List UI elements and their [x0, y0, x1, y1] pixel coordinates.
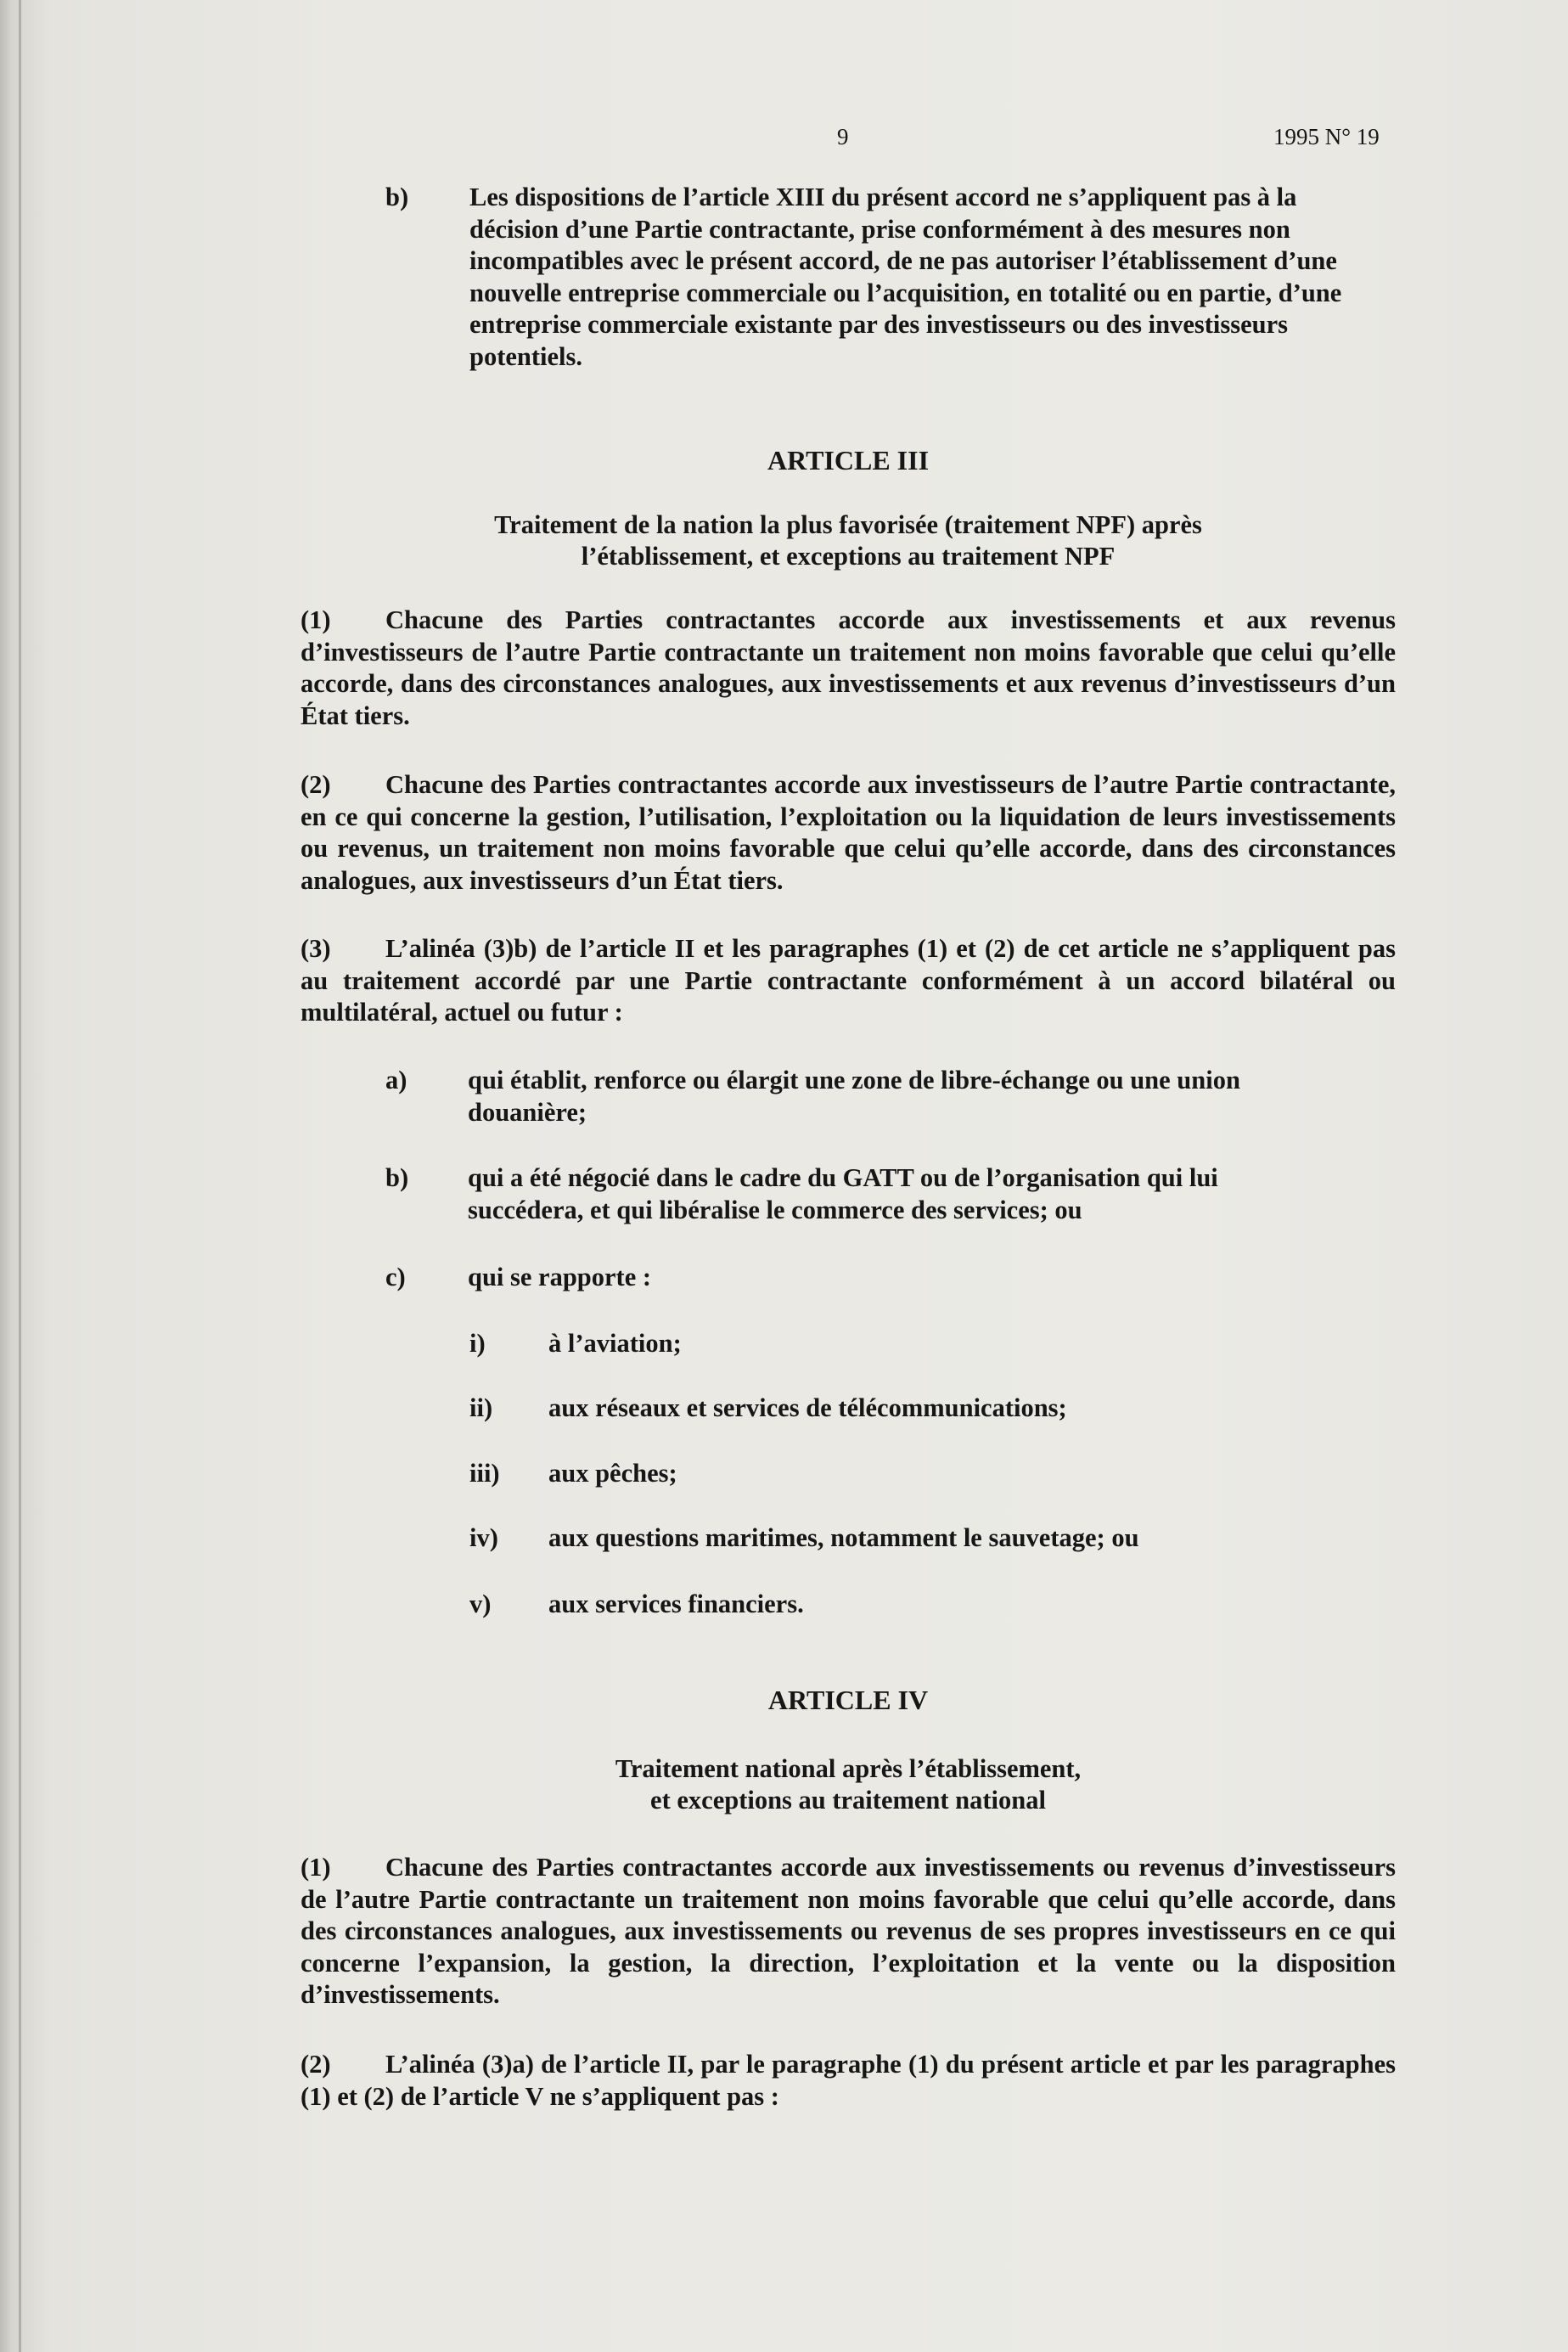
- subitem-iv-text: aux questions maritimes, notamment le sauvetage; ou: [548, 1523, 1139, 1552]
- article-3-subtitle-line1: Traitement de la nation la plus favorisée (traitement NPF) après: [494, 510, 1202, 539]
- item-c-label: c): [385, 1263, 406, 1291]
- article-4-paragraph-1: [301, 1852, 1396, 2012]
- subitem-i-label: i): [469, 1329, 486, 1358]
- document-reference: 1995 N° 19: [1273, 124, 1380, 149]
- paragraph-text: L’alinéa (3)b) de l’article II et les paragraphes (1) et (2) de cet article ne s’appliquent pas au traitement accordé par une Partie contractante conformément à un accord bilatéral ou multilatéral, actuel ou futur :: [301, 934, 1396, 1027]
- article-4-paragraph-2: [301, 2049, 1396, 2113]
- item-c-text: qui se rapporte :: [468, 1263, 652, 1291]
- article-4-heading: ARTICLE IV: [767, 1685, 929, 1715]
- subitem-iii-text: aux pêches;: [548, 1459, 677, 1488]
- article-3-subtitle-line2: l’établissement, et exceptions au traitement NPF: [581, 542, 1116, 571]
- paragraph-number: (3): [301, 934, 331, 963]
- article-4-subtitle-line1: Traitement national après l’établissement,: [615, 1754, 1082, 1783]
- item-b-text: qui a été négocié dans le cadre du GATT ou de l’organisation qui lui succédera, et qui libéralise le commerce des services; ou: [468, 1163, 1218, 1224]
- paragraph-number: (1): [301, 1853, 331, 1882]
- article-3-paragraph-3: [301, 933, 1396, 1029]
- subitem-ii-label: ii): [469, 1393, 493, 1422]
- binding-edge: [19, 0, 21, 2352]
- para-b-text: Les dispositions de l’article XIII du présent accord ne s’appliquent pas à la décision d’une Partie contractante, prise conformément à des mesures non incompatibles avec le présent accord, de ne pas autoriser l’établissement d’une nouvelle entreprise commerciale ou l’acquisition, en totalité ou en partie, d’une entreprise commerciale existante par des investisseurs ou des investisseurs potentiels.: [469, 183, 1342, 371]
- subitem-v-label: v): [469, 1590, 492, 1618]
- para-b-label: b): [385, 183, 409, 211]
- subitem-iv-label: iv): [469, 1523, 498, 1552]
- paragraph-text: Chacune des Parties contractantes accorde aux investissements et aux revenus d’investisseurs de l’autre Partie contractante un traitement non moins favorable que celui qu’elle accorde, dans des circonstances analogues, aux investissements et aux revenus d’investisseurs d’un État tiers.: [301, 605, 1396, 730]
- article-4-subtitle-line2: et exceptions au traitement national: [650, 1786, 1046, 1815]
- subitem-v-text: aux services financiers.: [548, 1590, 804, 1618]
- item-a-text: qui établit, renforce ou élargit une zone de libre-échange ou une union douanière;: [468, 1066, 1240, 1127]
- paragraph-number: (2): [301, 2050, 331, 2079]
- article-3-heading: ARTICLE III: [767, 445, 930, 475]
- subitem-iii-label: iii): [469, 1459, 500, 1488]
- page-number: 9: [837, 124, 849, 149]
- paragraph-text: L’alinéa (3)a) de l’article II, par le paragraphe (1) du présent article et par les paragraphes (1) et (2) de l’article V ne s’appliquent pas :: [301, 2050, 1396, 2111]
- paragraph-number: (1): [301, 605, 331, 634]
- paragraph-text: Chacune des Parties contractantes accorde aux investisseurs de l’autre Partie contractante, en ce qui concerne la gestion, l’utilisation, l’exploitation ou la liquidation de leurs investissements ou revenus, un traitement non moins favorable que celui qu’elle accorde, dans des circonstances analogues, aux investisseurs d’un État tiers.: [301, 770, 1396, 895]
- subitem-ii-text: aux réseaux et services de télécommunications;: [548, 1393, 1067, 1422]
- paragraph-text: Chacune des Parties contractantes accorde aux investissements ou revenus d’investisseurs de l’autre Partie contractante un traitement non moins favorable que celui qu’elle accorde, dans des circonstances analogues, aux investissements ou revenus de ses propres investisseurs en ce qui concerne l’expansion, la gestion, la direction, l’exploitation et la vente ou la disposition d’investissements.: [301, 1853, 1396, 2009]
- paragraph-number: (2): [301, 770, 331, 799]
- subitem-i-text: à l’aviation;: [548, 1329, 682, 1358]
- article-3-paragraph-2: [301, 769, 1396, 897]
- article-3-paragraph-1: [301, 605, 1396, 732]
- item-b-label: b): [385, 1163, 409, 1192]
- item-a-label: a): [385, 1066, 407, 1094]
